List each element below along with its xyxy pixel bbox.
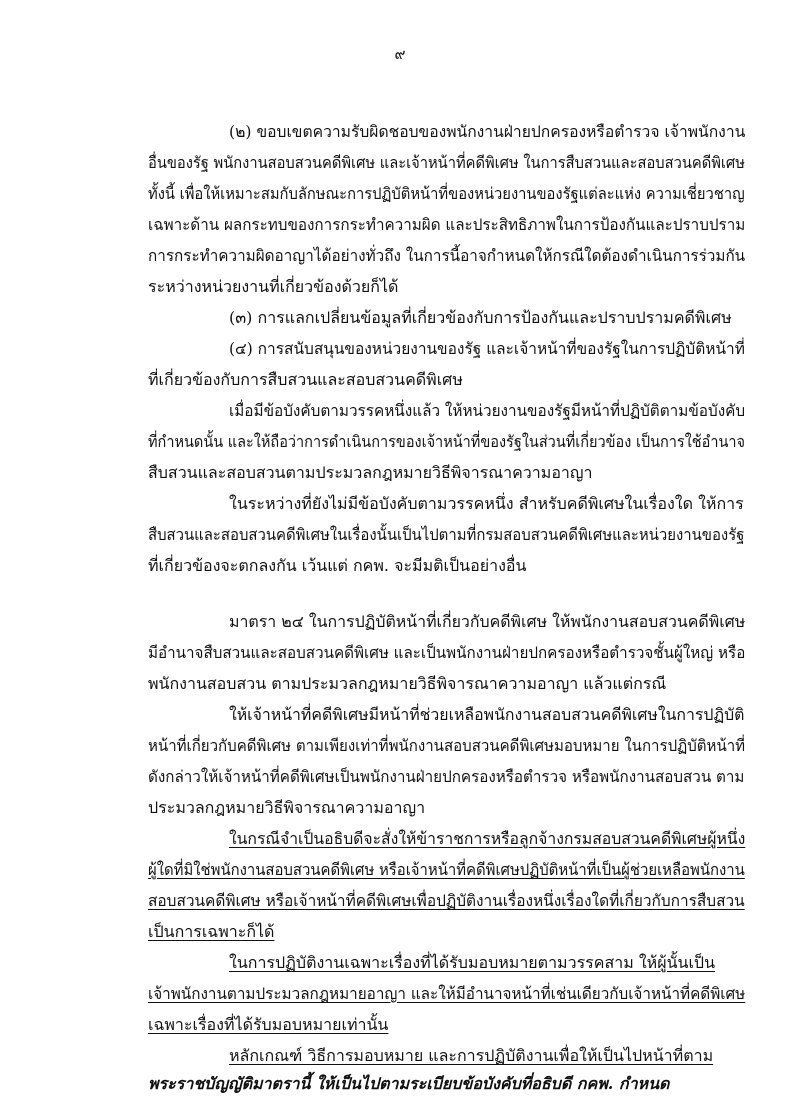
text-line: (๒) ขอบเขตความรับผิดชอบของพนักงานฝ่ายปกครองหรือตำรวจ เจ้าพนักงาน [229,122,746,141]
text-line: ระหว่างหน่วยงานที่เกี่ยวข้องด้วยก็ได้ [148,277,399,296]
text-line: เฉพาะด้าน ผลกระทบของการกระทำความผิด และประสิทธิภาพในการป้องกันและปราบปราม [148,215,746,234]
text-line-underlined: เฉพาะเรื่องที่ได้รับมอบหมายเท่านั้น [148,1015,389,1034]
text-line: มาตรา ๒๔ ในการปฏิบัติหน้าที่เกี่ยวกับคดีพิเศษ ให้พนักงานสอบสวนคดีพิเศษ [229,612,746,631]
text-line-underlined: เป็นการเฉพาะก็ได้ [148,922,275,941]
text-line-underlined: สอบสวนคดีพิเศษ หรือเจ้าหน้าที่คดีพิเศษเพื่อปฏิบัติงานเรื่องหนึ่งเรื่องใดที่เกี่ยวกับการสืบสวน [148,891,745,910]
text-line: ดังกล่าวให้เจ้าหน้าที่คดีพิเศษเป็นพนักงานฝ่ายปกครองหรือตำรวจ หรือพนักงานสอบสวน ตาม [148,767,745,786]
text-line-underlined: หลักเกณฑ์ วิธีการมอบหมาย และการปฏิบัติงานเพื่อให้เป็นไปหน้าที่ตาม [229,1046,714,1065]
text-line: (๔) การสนับสนุนของหน่วยงานของรัฐ และเจ้าหน้าที่ของรัฐในการปฏิบัติหน้าที่ [229,339,745,358]
text-line: ประมวลกฎหมายวิธีพิจารณาความอาญา [148,798,426,817]
text-line-underlined: ในการปฏิบัติงานเฉพาะเรื่องที่ได้รับมอบหมายตามวรรคสาม ให้ผู้นั้นเป็น [229,953,716,972]
text-line: สืบสวนและสอบสวนตามประมวลกฎหมายวิธีพิจารณาความอาญา [148,463,593,482]
text-line: ที่เกี่ยวข้องกับการสืบสวนและสอบสวนคดีพิเศษ [148,370,463,389]
text-line: มีอำนาจสืบสวนและสอบสวนคดีพิเศษ และเป็นพนักงานฝ่ายปกครองหรือตำรวจชั้นผู้ใหญ่ หรือ [148,643,746,662]
text-line: ที่กำหนดนั้น และให้ถือว่าการดำเนินการของเจ้าหน้าที่ของรัฐในส่วนที่เกี่ยวข้อง เป็นการใช้อำนาจ [148,432,746,451]
page-number: ๙ [394,45,406,63]
text-line: (๓) การแลกเปลี่ยนข้อมูลที่เกี่ยวข้องกับการป้องกันและปราบปรามคดีพิเศษ [229,308,732,327]
text-line: ให้เจ้าหน้าที่คดีพิเศษมีหน้าที่ช่วยเหลือพนักงานสอบสวนคดีพิเศษในการปฏิบัติ [229,705,745,724]
text-line-underlined: เจ้าพนักงานตามประมวลกฎหมายอาญา และให้มีอำนาจหน้าที่เช่นเดียวกับเจ้าหน้าที่คดีพิเศษ [148,984,746,1003]
text-line: ที่เกี่ยวข้องจะตกลงกัน เว้นแต่ กคพ. จะมีมติเป็นอย่างอื่น [148,556,527,575]
text-line: หน้าที่เกี่ยวกับคดีพิเศษ ตามเพียงเท่าที่พนักงานสอบสวนคดีพิเศษมอบหมาย ในการปฏิบัติหน้าที่ [148,736,746,755]
text-line: ในระหว่างที่ยังไม่มีข้อบังคับตามวรรคหนึ่ง สำหรับคดีพิเศษในเรื่องใด ให้การ [229,494,744,513]
text-line: พระราชบัญญัติมาตรานี้ ให้เป็นไปตามระเบียบข้อบังคับที่อธิบดี กคพ. กำหนด [148,1074,670,1093]
text-line: ทั้งนี้ เพื่อให้เหมาะสมกับลักษณะการปฏิบัติหน้าที่ของหน่วยงานของรัฐแต่ละแห่ง ความเชี่ยวชาญ [148,184,745,203]
text-line: พนักงานสอบสวน ตามประมวลกฎหมายวิธีพิจารณาความอาญา แล้วแต่กรณี [148,674,667,693]
text-line: การกระทำความผิดอาญาได้อย่างทั่วถึง ในการนี้อาจกำหนดให้กรณีใดต้องดำเนินการร่วมกัน [148,246,746,265]
text-line: สืบสวนและสอบสวนคดีพิเศษในเรื่องนั้นเป็นไปตามที่กรมสอบสวนคดีพิเศษและหน่วยงานของรัฐ [148,525,745,544]
text-line-underlined: ผู้ใดที่มิใช่พนักงานสอบสวนคดีพิเศษ หรือเจ้าหน้าที่คดีพิเศษปฏิบัติหน้าที่เป็นผู้ช่วยเหลือพนักงาน [148,860,745,879]
text-line: อื่นของรัฐ พนักงานสอบสวนคดีพิเศษ และเจ้าหน้าที่คดีพิเศษ ในการสืบสวนและสอบสวนคดีพิเศษ [148,153,745,172]
text-line-underlined: ในกรณีจำเป็นอธิบดีจะสั่งให้ข้าราชการหรือลูกจ้างกรมสอบสวนคดีพิเศษผู้หนึ่ง [229,829,746,848]
text-line: เมื่อมีข้อบังคับตามวรรคหนึ่งแล้ว ให้หน่วยงานของรัฐมีหน้าที่ปฏิบัติตามข้อบังคับ [229,401,746,420]
